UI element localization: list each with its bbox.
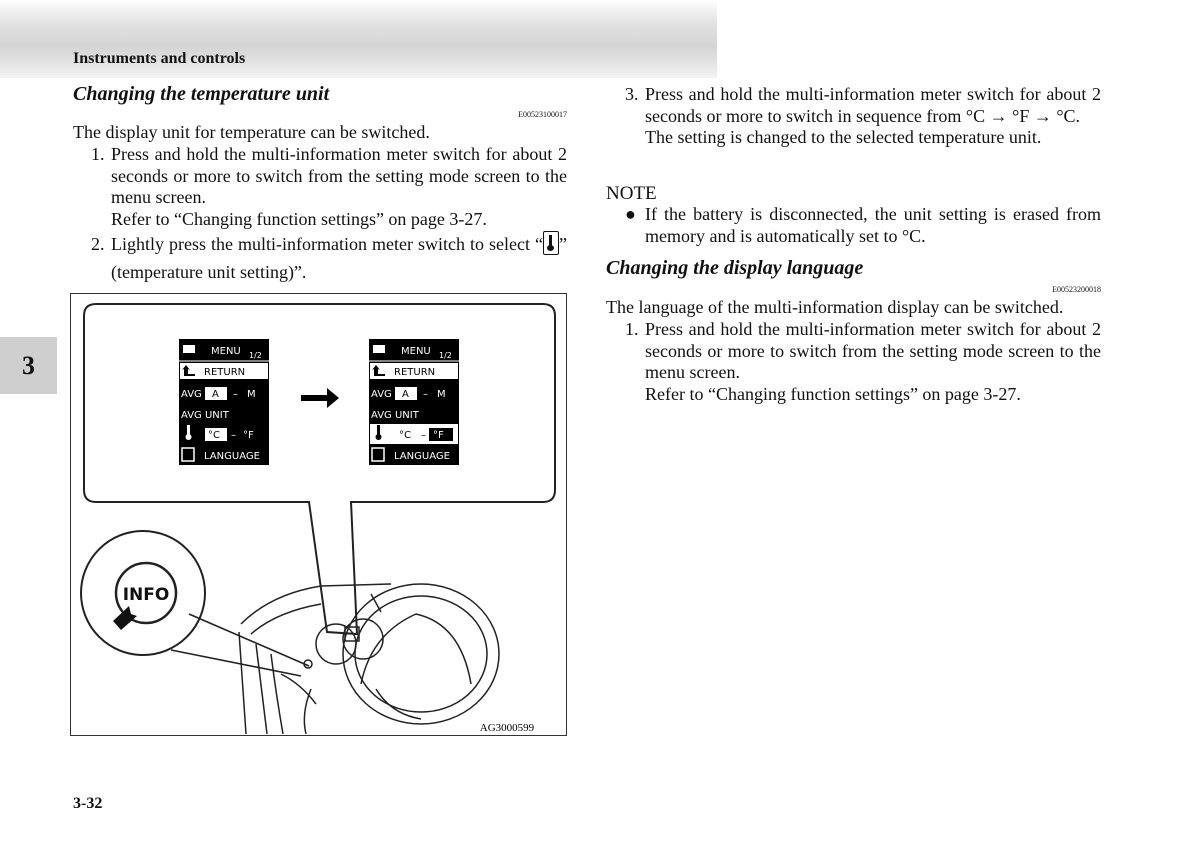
step-ref: Refer to “Changing function settings” on page 3-27. [645, 383, 1021, 404]
svg-text:AVG UNIT: AVG UNIT [181, 410, 229, 421]
thermometer-icon [543, 231, 559, 255]
svg-text:RETURN: RETURN [394, 367, 436, 378]
svg-text:°C: °C [399, 430, 411, 441]
svg-text:LANGUAGE: LANGUAGE [204, 451, 260, 462]
left-heading: Changing the temperature unit [73, 83, 330, 105]
svg-text:RETURN: RETURN [204, 367, 246, 378]
section-title: Instruments and controls [73, 50, 246, 67]
left-intro: The display unit for temperature can be switched. [73, 122, 430, 142]
display-screen-before [179, 339, 269, 465]
step-text-before: Lightly press the multi-information meter switch to select “ [111, 234, 543, 254]
step-result: The setting is changed to the selected temperature unit. [645, 127, 1042, 147]
step-text: Press and hold the multi-information meter switch for about 2 seconds or more to switch from the setting mode screen to the menu screen. [645, 319, 1101, 382]
step-ref: Refer to “Changing function settings” on page 3-27. [111, 208, 487, 229]
right-code: E00523200018 [1052, 285, 1101, 294]
svg-text:–: – [421, 430, 426, 441]
svg-text:°C: °C [208, 430, 220, 441]
svg-text:°F: °F [433, 430, 444, 441]
step-text: Press and hold the multi-information meter switch for about 2 seconds or more to switch in sequence from °C → °F → °C. [645, 84, 1101, 126]
illustration [70, 293, 567, 736]
right-step-3 [625, 84, 1101, 149]
step-number: 1. [625, 319, 639, 339]
step-number: 1. [91, 144, 105, 164]
svg-text:MENU: MENU [401, 346, 431, 357]
screen-menu-label: MENU [211, 346, 241, 357]
svg-text:1/2: 1/2 [439, 351, 452, 360]
left-step-1 [91, 144, 567, 230]
svg-text:A: A [402, 389, 409, 400]
right-intro: The language of the multi-information display can be switched. [606, 297, 1064, 317]
right-heading: Changing the display language [606, 257, 864, 279]
step-text: Press and hold the multi-information meter switch for about 2 seconds or more to switch from the setting mode screen to the menu screen. [111, 144, 567, 207]
chapter-tab: 3 [0, 337, 57, 394]
svg-text:AVG UNIT: AVG UNIT [371, 410, 419, 421]
bullet-icon: ● [625, 204, 636, 224]
step-number: 2. [91, 234, 105, 254]
display-screen-after [369, 339, 459, 465]
info-switch-callout [81, 531, 309, 676]
svg-text:M: M [247, 389, 256, 400]
svg-text:AVG: AVG [371, 389, 392, 400]
note-title: NOTE [606, 183, 657, 204]
left-step-2 [91, 230, 567, 286]
step-text-after: ” (temperature unit setting)”. [111, 234, 567, 282]
svg-text:1/2: 1/2 [249, 351, 262, 360]
step-number: 3. [625, 84, 639, 104]
svg-text:°F: °F [243, 430, 254, 441]
svg-text:A: A [212, 389, 219, 400]
svg-text:–: – [233, 389, 238, 400]
right-step-1 [625, 319, 1101, 405]
left-code: E00523100017 [518, 110, 567, 119]
svg-text:–: – [231, 430, 236, 441]
svg-text:M: M [437, 389, 446, 400]
svg-text:AVG: AVG [181, 389, 202, 400]
dashboard-drawing [239, 584, 499, 734]
svg-text:–: – [423, 389, 428, 400]
note-text: If the battery is disconnected, the unit setting is erased from memory and is automatically set to °C. [645, 204, 1101, 246]
note-item [625, 204, 1101, 247]
svg-text:LANGUAGE: LANGUAGE [394, 451, 450, 462]
info-button-label: INFO [122, 585, 170, 605]
figure-label: AG3000599 [479, 722, 535, 734]
page-number: 3-32 [73, 795, 103, 812]
